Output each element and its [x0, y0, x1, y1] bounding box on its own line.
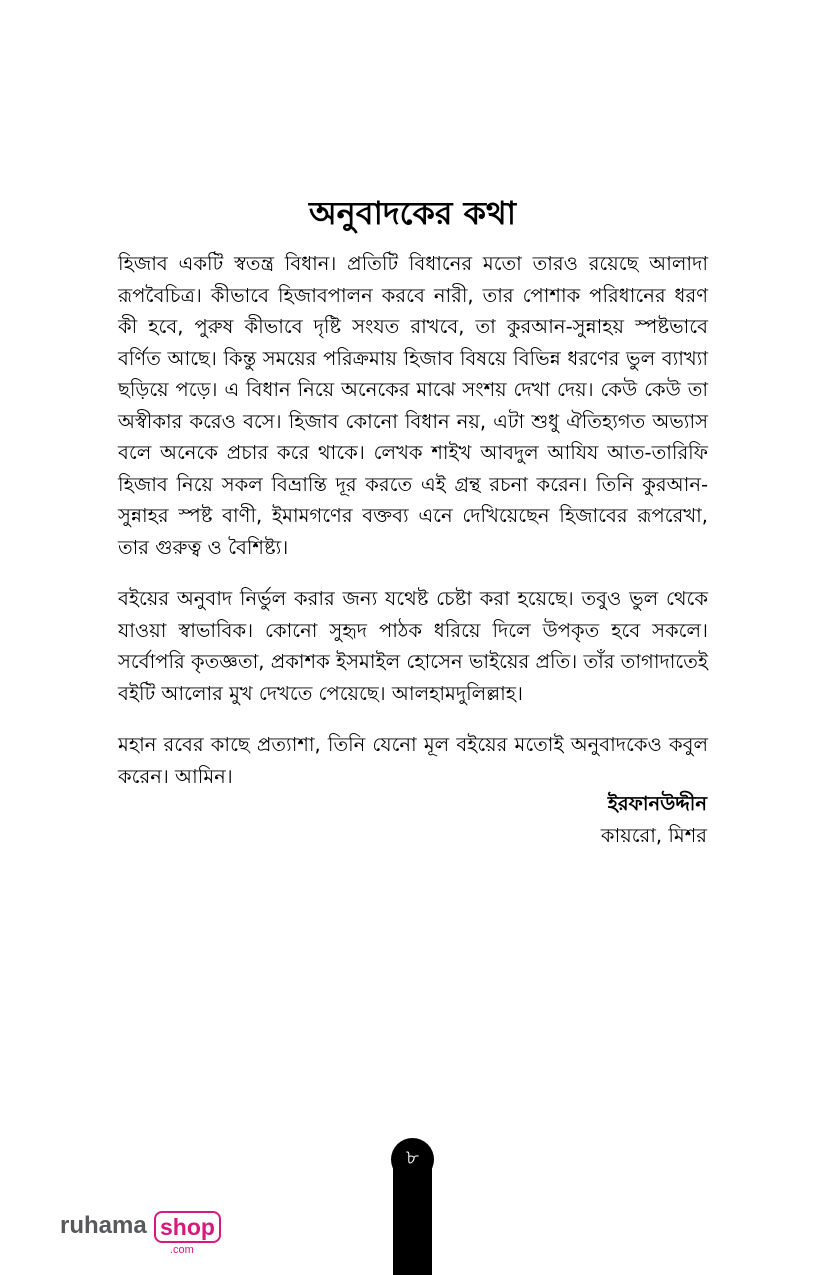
ruhamashop-logo — [60, 1208, 230, 1258]
logo-suffix-text: .com — [170, 1244, 194, 1256]
paragraph-1: হিজাব একটি স্বতন্ত্র বিধান। প্রতিটি বিধানের মতো তারও রয়েছে আলাদা রূপবৈচিত্র। কীভাবে হিজাবপালন করবে নারী, তার পোশাক পরিধানের ধরণ কী হবে, পুরুষ কীভাবে দৃষ্টি সংযত রাখবে, তা কুরআন-সুন্নাহয় স্পষ্টভাবে বর্ণিত আছে। কিন্তু সময়ের পরিক্রমায় হিজাব বিষয়ে বিভিন্ন ধরণের ভুল ব্যাখ্যা ছড়িয়ে পড়ে। এ বিধান নিয়ে অনেকের মাঝে সংশয় দেখা দেয়। কেউ কেউ তা অস্বীকার করেও বসে। হিজাব কোনো বিধান নয়, এটা শুধু ঐতিহ্যগত অভ্যাস বলে অনেকে প্রচার করে থাকে। লেখক শাইখ আবদুল আযিয আত-তারিফি হিজাব নিয়ে সকল বিভ্রান্তি দূর করতে এই গ্রন্থ রচনা করেন। তিনি কুরআন-সুন্নাহর স্পষ্ট বাণী, ইমামগণের বক্তব্য এনে দেখিয়েছেন হিজাবের রূপরেখা, তার গুরুত্ব ও বৈশিষ্ট্য। — [118, 252, 708, 559]
paragraph-3: মহান রবের কাছে প্রত্যাশা, তিনি যেনো মূল বইয়ের মতোই অনুবাদকেও কবুল করেন। আমিন। — [118, 733, 708, 788]
page-number-label: ৮ — [406, 1145, 419, 1169]
paragraph-2: বইয়ের অনুবাদ নির্ভুল করার জন্য যথেষ্ট চেষ্টা করা হয়েছে। তবুও ভুল থেকে যাওয়া স্বাভাবিক। কোনো সুহৃদ পাঠক ধরিয়ে দিলে উপকৃত হবে সকলে। সর্বোপরি কৃতজ্ঞতা, প্রকাশক ইসমাইল হোসেন ভাইয়ের প্রতি। তাঁর তাগাদাতেই বইটি আলোর মুখ দেখতে পেয়েছে। আলহামদুলিল্লাহ। — [118, 587, 708, 705]
logo-brand-text: ruhama — [60, 1212, 147, 1239]
signature-place: কায়রো, মিশর — [600, 824, 707, 847]
page-number — [391, 1138, 434, 1181]
page-title: অনুবাদকের কথা — [308, 194, 517, 232]
signature-name: ইরফানউদ্দীন — [607, 792, 707, 815]
logo-shop-text: shop — [154, 1211, 221, 1243]
